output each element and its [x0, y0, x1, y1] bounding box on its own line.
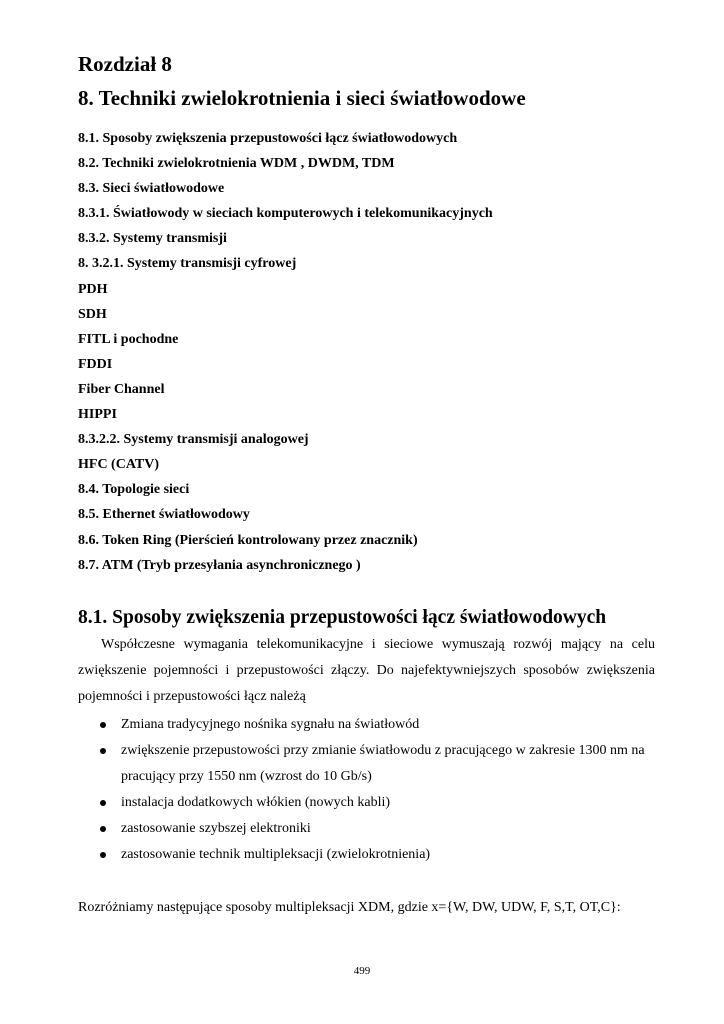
toc-item: HFC (CATV) [78, 457, 160, 473]
closing-paragraph: Rozróżniamy następujące sposoby multipleksacji XDM, gdzie x={W, DW, UDW, F, S,T, OT,C}: [78, 900, 621, 915]
toc-item: 8.3.2.2. Systemy transmisji analogowej [78, 432, 309, 448]
list-item [78, 738, 678, 790]
list-item [78, 816, 678, 842]
toc-item: 8.4. Topologie sieci [78, 482, 190, 498]
intro-paragraph: Współczesne wymagania telekomunikacyjne i sieciowe wymuszają rozwój mający na celu zwiększenie pojemności i przepustowości złączy. Do najefektywniejszych sposobów zwiększenia pojemności i przepustowości łącz należą [78, 637, 655, 704]
chapter-title: 8. Techniki zwielokrotnienia i sieci światłowodowe [78, 86, 526, 110]
toc-item: 8.7. ATM (Tryb przesyłania asynchronicznego ) [78, 557, 361, 573]
list-item [78, 790, 678, 816]
toc-item: 8.2. Techniki zwielokrotnienia WDM , DWDM, TDM [78, 156, 395, 172]
list-item-text: zastosowanie technik multipleksacji (zwielokrotnienia) [121, 847, 431, 862]
toc-item: PDH [78, 281, 108, 297]
page-number: 499 [353, 965, 371, 977]
list-item [78, 712, 678, 738]
bullet-icon [100, 852, 106, 858]
toc-item: HIPPI [78, 407, 117, 423]
list-item-text: instalacja dodatkowych włókien (nowych kabli) [121, 795, 391, 810]
bullet-list [78, 712, 678, 868]
bullet-icon [100, 800, 106, 806]
toc-item: SDH [78, 306, 107, 322]
list-item-text: zastosowanie szybszej elektroniki [121, 821, 311, 836]
toc-item: 8.3. Sieci światłowodowe [78, 181, 225, 197]
table-of-contents [78, 126, 493, 578]
list-item [78, 842, 678, 868]
section-title: 8.1. Sposoby zwiększenia przepustowości łącz światłowodowych [78, 607, 607, 628]
toc-item: 8.3.2. Systemy transmisji [78, 231, 227, 247]
toc-item: 8.5. Ethernet światłowodowy [78, 507, 250, 523]
chapter-label: Rozdział 8 [78, 52, 172, 76]
toc-item: FDDI [78, 356, 113, 372]
bullet-icon [100, 722, 106, 728]
toc-item: 8.3.1. Światłowody w sieciach komputerowych i telekomunikacyjnych [78, 206, 493, 222]
toc-item: 8.6. Token Ring (Pierścień kontrolowany przez znacznik) [78, 532, 418, 548]
bullet-icon [100, 748, 106, 754]
toc-item: FITL i pochodne [78, 331, 179, 347]
bullet-icon [100, 826, 106, 832]
list-item-text: zwiększenie przepustowości przy zmianie światłowodu z pracującego w zakresie 1300 nm na pracujący przy 1550 nm (wzrost do 10 Gb/s) [121, 743, 645, 784]
toc-item: Fiber Channel [78, 381, 165, 397]
toc-item: 8. 3.2.1. Systemy transmisji cyfrowej [78, 256, 297, 272]
toc-item: 8.1. Sposoby zwiększenia przepustowości łącz światłowodowych [78, 131, 458, 146]
list-item-text: Zmiana tradycyjnego nośnika sygnału na światłowód [121, 717, 420, 732]
